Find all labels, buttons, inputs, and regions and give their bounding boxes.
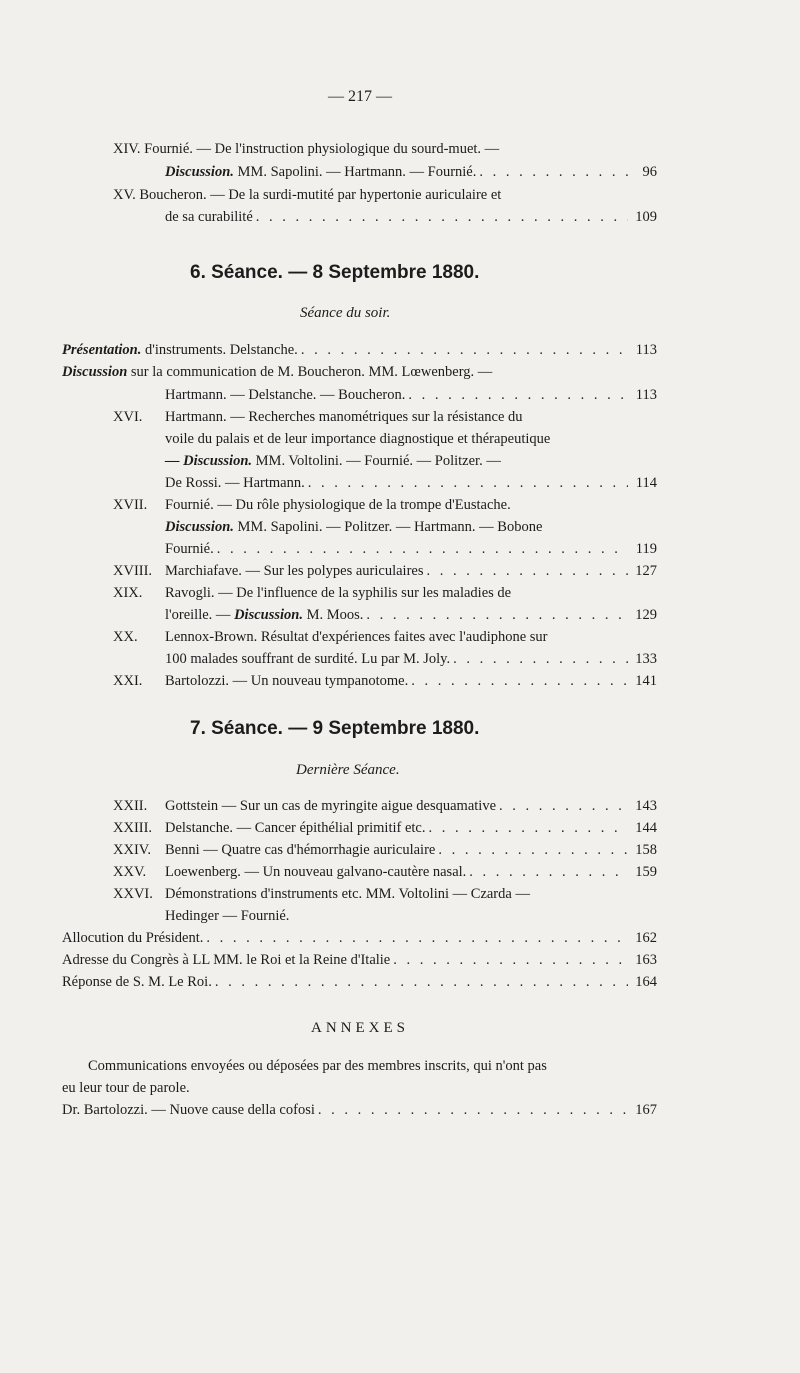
leader-dots xyxy=(469,863,628,881)
entry-title: Dr. Bartolozzi. — Nuove cause della cofosi xyxy=(62,1102,315,1118)
entry-title: Bartolozzi. — Un nouveau tympanotome. xyxy=(165,673,409,689)
page-ref: 144 xyxy=(635,820,657,836)
section-7-subheading: Dernière Séance. xyxy=(296,762,400,778)
page-ref: 167 xyxy=(635,1102,657,1118)
entry-adresse xyxy=(62,951,657,969)
leader-dots xyxy=(411,672,628,690)
leader-dots xyxy=(256,208,628,226)
entry-xix-line2 xyxy=(165,606,657,624)
leader-dots xyxy=(427,562,629,580)
page-ref: 133 xyxy=(635,651,657,667)
leader-dots xyxy=(366,606,628,624)
leader-dots xyxy=(408,386,628,404)
entry-xvii-line1 xyxy=(113,496,511,514)
entry-allocution xyxy=(62,929,657,947)
section-7-heading: 7. Séance. — 9 Septembre 1880. xyxy=(190,718,480,739)
entry-xix-line1 xyxy=(113,584,511,602)
entry-discussants: M. Moos. xyxy=(306,607,364,623)
annexes-intro-line2: eu leur tour de parole. xyxy=(62,1080,190,1096)
entry-presentation xyxy=(62,341,657,359)
entry-number: XXV. xyxy=(113,864,147,880)
page-ref: 109 xyxy=(635,209,657,225)
entry-xx-line1 xyxy=(113,628,548,646)
entry-discussants: De Rossi. — Hartmann. xyxy=(165,475,305,491)
entry-title: Allocution du Président. xyxy=(62,930,204,946)
entry-xvi-line4 xyxy=(165,474,657,492)
page-ref: 113 xyxy=(635,342,657,358)
entry-xv-line1: XV. Boucheron. — De la surdi-mutité par hypertonie auriculaire et xyxy=(113,187,502,203)
leader-dots xyxy=(308,474,628,492)
entry-title: Adresse du Congrès à LL MM. le Roi et la Reine d'Italie xyxy=(62,952,391,968)
discussion-label: Discussion. xyxy=(234,607,303,623)
entry-xiv-line1: XIV. Fournié. — De l'instruction physiologique du sourd-muet. — xyxy=(113,141,500,157)
entry-discussion-line2 xyxy=(165,386,657,404)
entry-xv-text: de sa curabilité xyxy=(165,209,253,225)
entry-xxiv xyxy=(113,841,657,859)
entry-discussion-line1 xyxy=(62,363,492,381)
entry-number: XVI. xyxy=(113,409,143,425)
entry-annexe-bartolozzi xyxy=(62,1101,657,1119)
entry-xxvi-line2: Hedinger — Fournié. xyxy=(165,908,290,924)
entry-discussants: MM. Sapolini. — Politzer. — Hartmann. — Bobone xyxy=(237,519,543,535)
entry-xxv xyxy=(113,863,657,881)
entry-discussants: Fournié. xyxy=(165,541,214,557)
entry-title: Démonstrations d'instruments etc. MM. Voltolini — Czarda — xyxy=(165,886,530,902)
discussion-label: — Discussion. xyxy=(165,453,253,469)
entry-xiv-discussants: MM. Sapolini. — Hartmann. — Fournié. xyxy=(237,164,477,180)
entry-number: XXVI. xyxy=(113,886,153,902)
leader-dots xyxy=(215,973,628,991)
entry-xx-line2 xyxy=(165,650,657,668)
page-ref: 113 xyxy=(635,387,657,403)
entry-xv-line2 xyxy=(165,208,657,226)
page-ref: 158 xyxy=(635,842,657,858)
page-ref: 114 xyxy=(635,475,657,491)
entry-title: Gottstein — Sur un cas de myringite aigue desquamative xyxy=(165,798,497,814)
entry-number: XVII. xyxy=(113,497,148,513)
entry-number: XXIV. xyxy=(113,842,151,858)
entry-title: Delstanche. — Cancer épithélial primitif etc. xyxy=(165,820,426,836)
page-number: — 217 — xyxy=(328,88,392,105)
entry-xiv-line2 xyxy=(165,163,657,181)
page-ref: 129 xyxy=(635,607,657,623)
presentation-label: Présentation. xyxy=(62,342,142,358)
entry-xxiii xyxy=(113,819,657,837)
entry-xvii-line3 xyxy=(165,540,657,558)
entry-xxi xyxy=(113,672,657,690)
entry-number: XXII. xyxy=(113,798,148,814)
leader-dots xyxy=(453,650,628,668)
leader-dots xyxy=(479,163,628,181)
entry-title: l'oreille. — xyxy=(165,607,231,623)
page-ref: 164 xyxy=(635,974,657,990)
leader-dots xyxy=(438,841,628,859)
entry-xvii-line2 xyxy=(165,518,542,536)
page-ref: 96 xyxy=(642,164,657,180)
leader-dots xyxy=(318,1101,628,1119)
page-ref: 119 xyxy=(635,541,657,557)
entry-title: Loewenberg. — Un nouveau galvano-cautère nasal. xyxy=(165,864,467,880)
entry-xvi-line3 xyxy=(165,452,501,470)
entry-number: XIX. xyxy=(113,585,143,601)
leader-dots xyxy=(206,929,628,947)
entry-xxvi-line1 xyxy=(113,885,530,903)
leader-dots xyxy=(499,797,628,815)
leader-dots xyxy=(429,819,629,837)
entry-number: XVIII. xyxy=(113,563,153,579)
entry-reponse xyxy=(62,973,657,991)
page-ref: 163 xyxy=(635,952,657,968)
entry-number: XX. xyxy=(113,629,138,645)
entry-title: Benni — Quatre cas d'hémorrhagie auriculaire xyxy=(165,842,436,858)
entry-title: Fournié. — Du rôle physiologique de la trompe d'Eustache. xyxy=(165,497,511,513)
entry-xxii xyxy=(113,797,657,815)
page-ref: 141 xyxy=(635,673,657,689)
discussion-text: sur la communication de M. Boucheron. MM. Lœwenberg. — xyxy=(130,364,493,380)
discussion-discussants: Hartmann. — Delstanche. — Boucheron. xyxy=(165,387,406,403)
entry-title: Marchiafave. — Sur les polypes auriculaires xyxy=(165,563,424,579)
entry-number: XXI. xyxy=(113,673,143,689)
entry-title: Réponse de S. M. Le Roi. xyxy=(62,974,212,990)
annexes-intro-line1: Communications envoyées ou déposées par des membres inscrits, qui n'ont pas xyxy=(88,1058,547,1074)
entry-xvi-line1 xyxy=(113,408,523,426)
leader-dots xyxy=(301,341,628,359)
discussion-label: Discussion. xyxy=(165,519,234,535)
discussion-label: Discussion. xyxy=(165,164,234,180)
entry-discussants: MM. Voltolini. — Fournié. — Politzer. — xyxy=(255,453,501,469)
section-6-subheading: Séance du soir. xyxy=(300,305,391,321)
entry-title: Hartmann. — Recherches manométriques sur la résistance du xyxy=(165,409,523,425)
page-ref: 162 xyxy=(635,930,657,946)
page-ref: 127 xyxy=(635,563,657,579)
entry-number: XXIII. xyxy=(113,820,153,836)
presentation-text: d'instruments. Delstanche. xyxy=(144,342,298,358)
entry-xvi-line2: voile du palais et de leur importance diagnostique et thérapeutique xyxy=(165,431,551,447)
annexes-heading: ANNEXES xyxy=(311,1020,409,1036)
entry-title: Ravogli. — De l'influence de la syphilis sur les maladies de xyxy=(165,585,512,601)
section-6-heading: 6. Séance. — 8 Septembre 1880. xyxy=(190,262,480,283)
leader-dots xyxy=(217,540,628,558)
page-ref: 159 xyxy=(635,864,657,880)
discussion-label: Discussion xyxy=(62,364,128,380)
page-ref: 143 xyxy=(635,798,657,814)
leader-dots xyxy=(393,951,628,969)
entry-title: 100 malades souffrant de surdité. Lu par M. Joly. xyxy=(165,651,451,667)
entry-xviii xyxy=(113,562,657,580)
entry-title: Lennox-Brown. Résultat d'expériences faites avec l'audiphone sur xyxy=(165,629,548,645)
